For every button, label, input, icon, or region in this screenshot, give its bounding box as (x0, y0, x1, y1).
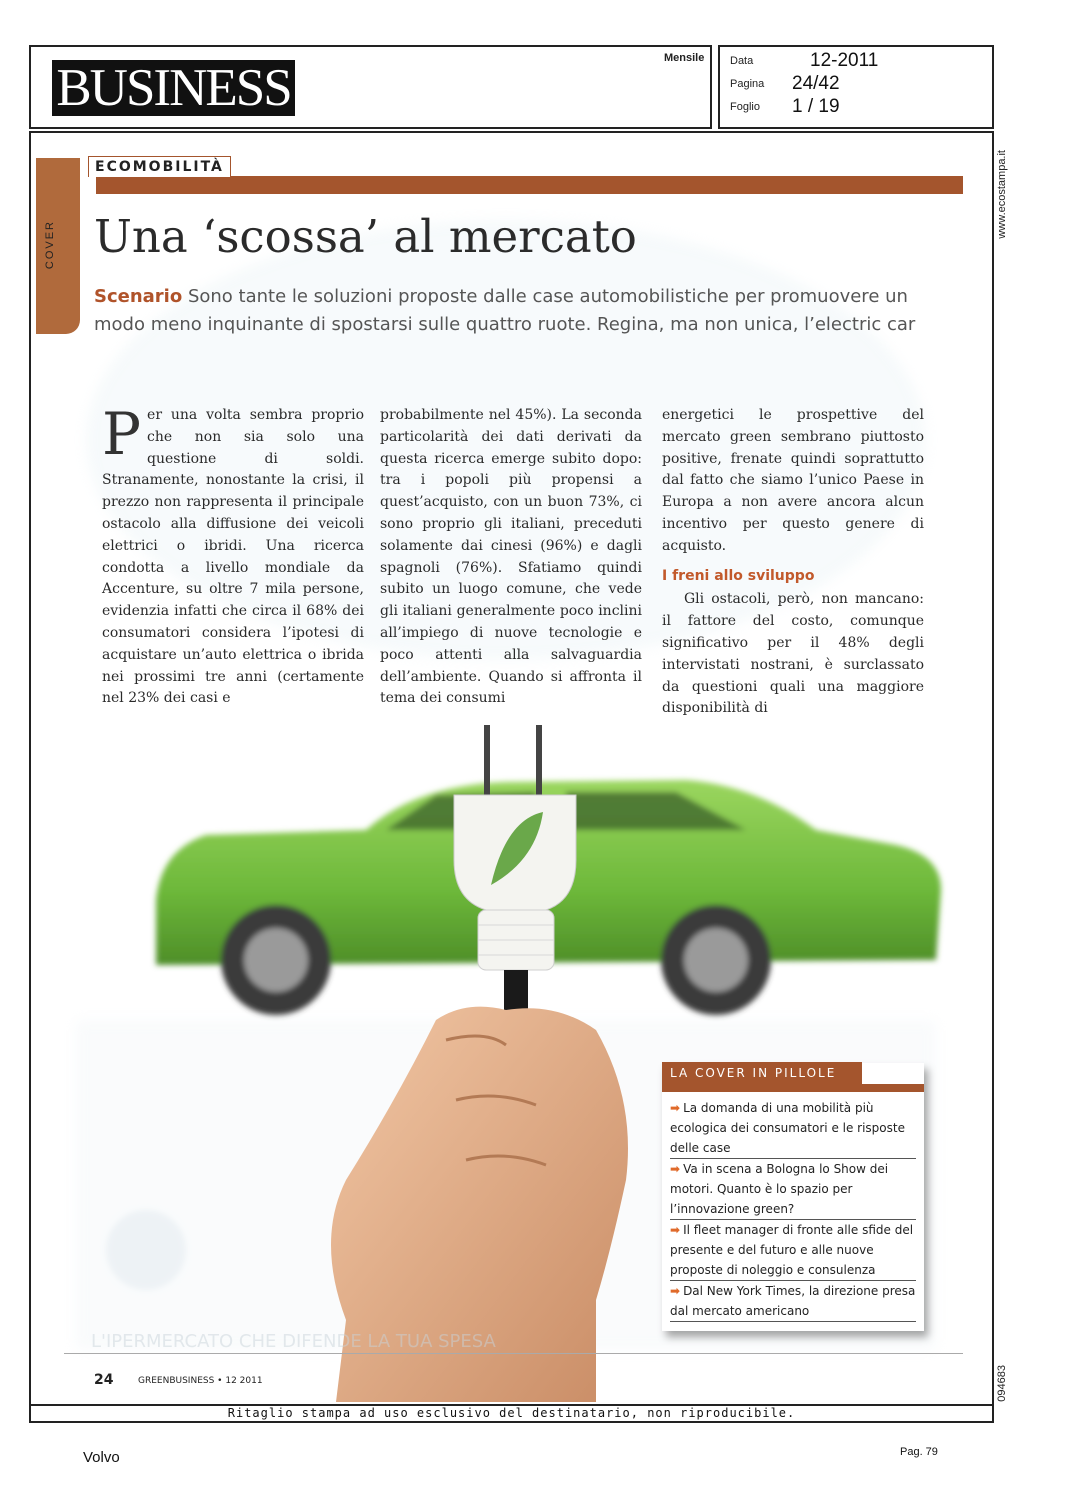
sidebar-strip (662, 1084, 924, 1092)
article-column-2 (380, 405, 642, 710)
deck-text: Sono tante le soluzioni proposte dalle case automobilistiche per promuovere un modo meno inquinante di spostarsi sulle quattro ruote. Regina, ma non unica, l’electric car (94, 286, 916, 335)
arrow-icon: ➡ (670, 1223, 681, 1237)
magazine-issue: GREENBUSINESS • 12 2011 (138, 1376, 263, 1386)
folio-rule (64, 1353, 963, 1354)
subhead: I freni allo sviluppo (662, 567, 815, 584)
disclaimer: Ritaglio stampa ad uso esclusivo del destinatario, non riproducibile. (227, 1406, 796, 1420)
data-value: 12-2011 (810, 50, 879, 71)
foglio-label: Foglio (730, 101, 760, 113)
side-url (996, 150, 1016, 260)
sidebar-item: ➡ La domanda di una mobilità più ecologica dei consumatori e le risposte delle case (670, 1098, 916, 1159)
side-url-text: www.ecostampa.it (996, 150, 1008, 239)
sidebar-item: ➡ Dal New York Times, la direzione presa dal mercato americano (670, 1281, 916, 1322)
side-code-text: 094683 (996, 1365, 1008, 1402)
drop-cap: P (102, 400, 142, 468)
deck (94, 283, 944, 339)
section-label: ECOMOBILITÀ (88, 156, 231, 177)
article-column-1 (102, 400, 364, 710)
column-2-text: probabilmente nel 45%). La seconda particolarità dei dati derivati da questa ricerca emerge subito dopo: tra i popoli più propensi a quest’acquisto, con un buon 73%, ci sono proprio gli italiani, preceduti solamente dai cinesi (96%) e dagli spagnoli (76%). Sfatiamo quindi subito un luogo comune, che vede gli italiani generalmente poco inclini all’impiego di nuove tecnologie e poco attenti alla salvaguardia dell’ambiente. Quando si affronta il tema dei consumi (380, 407, 642, 707)
svg-text:L'IPERMERCATO CHE DIFENDE LA T: L'IPERMERCATO CHE DIFENDE LA TUA SPESA (91, 1331, 496, 1352)
section-bar (96, 176, 963, 194)
column-3-text-b: Gli ostacoli, però, non mancano: il fattore del costo, comunque significativo per il 48% degli intervistati nostrani, è surclassato da questioni quali una maggiore disponibilità di (662, 591, 924, 717)
pagina-label: Pagina (730, 78, 765, 90)
page-counter: Pag. 79 (900, 1446, 938, 1458)
cover-tab-label (44, 220, 56, 269)
column-1-text: er una volta sembra proprio che non sia solo una questione di soldi. Stranamente, nonostante la crisi, il prezzo non rappresenta il principale ostacolo alla diffusione dei veicoli elettrici o ibridi. Una ricerca condotta a livello mondiale da Accenture, su oltre 7 mila persone, evidenzia infatti che circa il 68% dei consumatori considera l’ipotesi di acquistare un’auto elettrica o ibrida nei prossimi tre anni (certamente nel 23% dei casi e (102, 407, 364, 707)
sidebar-item: ➡ Va in scena a Bologna lo Show dei motori. Quanto è lo spazio per l’innovazione green? (670, 1159, 916, 1220)
periodicity-label: Mensile (664, 52, 705, 64)
publication-logo: BUSINESS (52, 60, 295, 116)
arrow-icon: ➡ (670, 1162, 681, 1176)
column-3-text-a: energetici le prospettive del mercato green sembrano piuttosto positive, frenate quindi soprattutto dal fatto che siamo l’unico Paese in Europa a non avere ancora alcun incentivo per questo genere di acquisto. (662, 407, 924, 554)
data-label: Data (730, 55, 754, 67)
cover-tab (36, 158, 80, 334)
client-name: Volvo (83, 1449, 120, 1466)
sidebar-title: LA COVER IN PILLOLE (662, 1062, 862, 1084)
sidebar-item: ➡ Il fleet manager di fronte alle sfide del presente e del futuro e alle nuove proposte di noleggio e consulenza (670, 1220, 916, 1281)
headline: Una ‘scossa’ al mercato (94, 210, 637, 263)
magazine-page (36, 140, 963, 1402)
article-column-3 (662, 405, 924, 720)
pagina-value: 24/42 (792, 73, 840, 94)
page-number: 24 (94, 1372, 114, 1388)
arrow-icon: ➡ (670, 1101, 681, 1115)
foglio-value: 1 / 19 (792, 96, 840, 117)
side-code (996, 1365, 1016, 1415)
arrow-icon: ➡ (670, 1284, 681, 1298)
cover-tab-text: COVER (44, 220, 56, 270)
deck-kicker: Scenario (94, 286, 183, 307)
